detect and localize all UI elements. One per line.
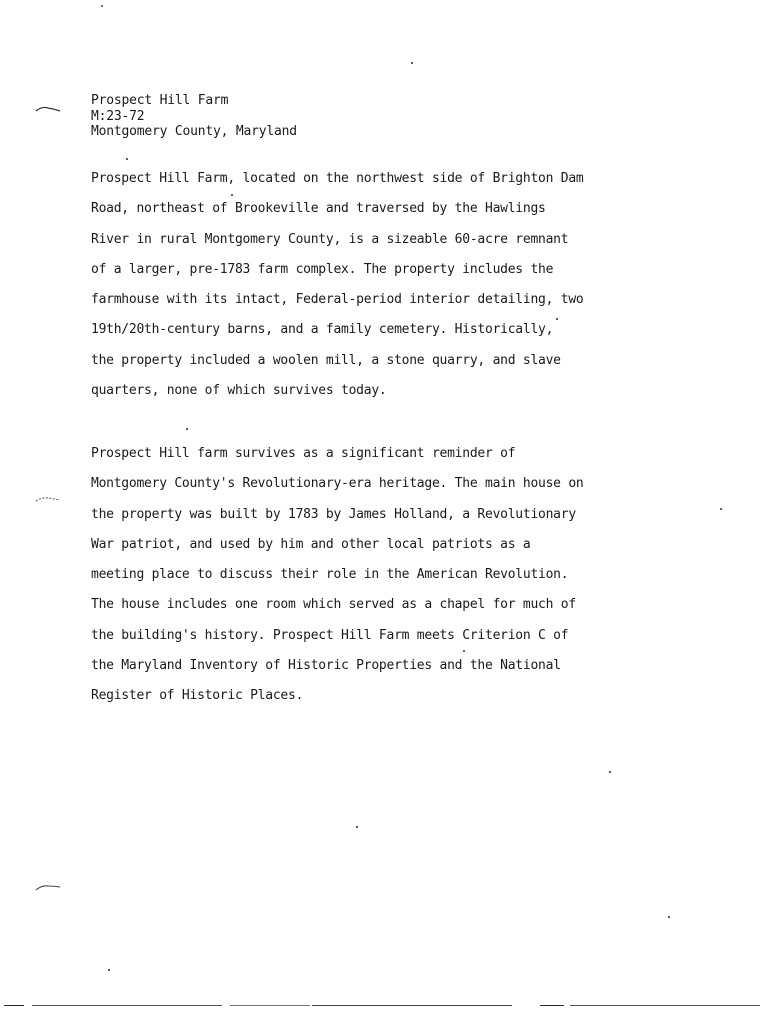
- text-line: quarters, none of which survives today.: [91, 383, 387, 399]
- scan-speck: [356, 826, 358, 828]
- text-line: The house includes one room which served as a chapel for much of: [91, 597, 576, 613]
- scan-speck: [463, 650, 465, 652]
- text-line: Register of Historic Places.: [91, 688, 304, 704]
- scan-speck: [411, 62, 413, 64]
- text-line: Montgomery County's Revolutionary-era heritage. The main house on: [91, 476, 584, 492]
- paragraph-description: [91, 164, 691, 406]
- scan-edge-line: [540, 1005, 564, 1006]
- text-line: the property included a woolen mill, a stone quarry, and slave: [91, 352, 561, 368]
- text-line: Prospect Hill farm survives as a significant reminder of: [91, 446, 516, 461]
- text-line: the building's history. Prospect Hill Farm meets Criterion C of: [91, 627, 569, 643]
- document-header: [91, 93, 297, 140]
- scan-edge-line: [312, 1005, 512, 1006]
- text-line: Prospect Hill Farm, located on the northwest side of Brighton Dam: [91, 171, 584, 186]
- property-title: Prospect Hill Farm: [91, 93, 229, 108]
- text-line: War patriot, and used by him and other local patriots as a: [91, 536, 531, 552]
- margin-mark-bottom: [34, 882, 62, 892]
- scan-speck: [720, 508, 722, 510]
- scan-speck: [231, 194, 233, 196]
- margin-mark-top: [34, 104, 62, 114]
- text-line: the property was built by 1783 by James Holland, a Revolutionary: [91, 506, 576, 522]
- scan-edge-line: [230, 1005, 310, 1006]
- site-id: M:23-72: [91, 108, 145, 124]
- scan-speck: [126, 158, 128, 160]
- scan-speck: [609, 771, 611, 773]
- text-line: Road, northeast of Brookeville and traversed by the Hawlings: [91, 201, 546, 217]
- scan-edge-line: [570, 1005, 760, 1006]
- scan-edge-line: [4, 1005, 24, 1006]
- scan-speck: [108, 969, 110, 971]
- scan-speck: [101, 5, 103, 7]
- text-line: the Maryland Inventory of Historic Properties and the National: [91, 658, 561, 674]
- text-line: farmhouse with its intact, Federal-period interior detailing, two: [91, 292, 584, 308]
- scan-speck: [556, 318, 558, 320]
- scan-edge-line: [32, 1005, 222, 1006]
- text-line: of a larger, pre-1783 farm complex. The property includes the: [91, 261, 554, 277]
- scan-speck: [668, 916, 670, 918]
- text-line: 19th/20th-century barns, and a family cemetery. Historically,: [91, 322, 554, 338]
- property-location: Montgomery County, Maryland: [91, 124, 297, 139]
- margin-mark-middle: [34, 494, 62, 504]
- text-line: River in rural Montgomery County, is a sizeable 60-acre remnant: [91, 231, 569, 247]
- scan-speck: [186, 428, 188, 430]
- text-line: meeting place to discuss their role in the American Revolution.: [91, 567, 569, 583]
- paragraph-significance: [91, 439, 691, 712]
